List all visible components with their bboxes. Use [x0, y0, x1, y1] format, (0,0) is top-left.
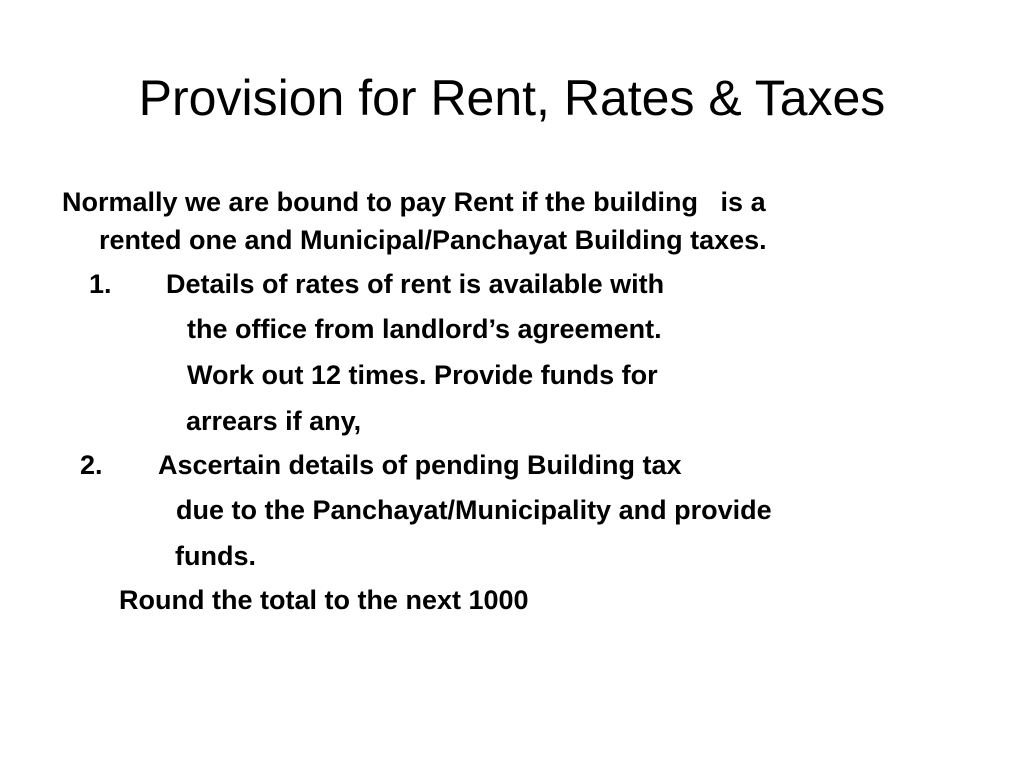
- item-1-number: 1.: [89, 269, 112, 299]
- item-2-number: 2.: [80, 450, 103, 480]
- item-1-line-2: the office from landlord’s agreement.: [187, 314, 662, 344]
- intro-line-2: rented one and Municipal/Panchayat Building taxes.: [99, 225, 767, 255]
- item-1-line-1: Details of rates of rent is available with: [166, 269, 665, 299]
- item-2-line-2: due to the Panchayat/Municipality and provide: [176, 495, 772, 525]
- item-1-line-4: arrears if any,: [186, 406, 362, 436]
- intro-line-1: Normally we are bound to pay Rent if the building is a: [62, 187, 766, 217]
- closing-note: Round the total to the next 1000: [119, 585, 529, 615]
- item-1-line-3: Work out 12 times. Provide funds for: [187, 360, 658, 390]
- item-2-line-1: Ascertain details of pending Building tax: [158, 450, 682, 480]
- slide-title: Provision for Rent, Rates & Taxes: [138, 70, 886, 126]
- item-2-line-3: funds.: [175, 541, 256, 571]
